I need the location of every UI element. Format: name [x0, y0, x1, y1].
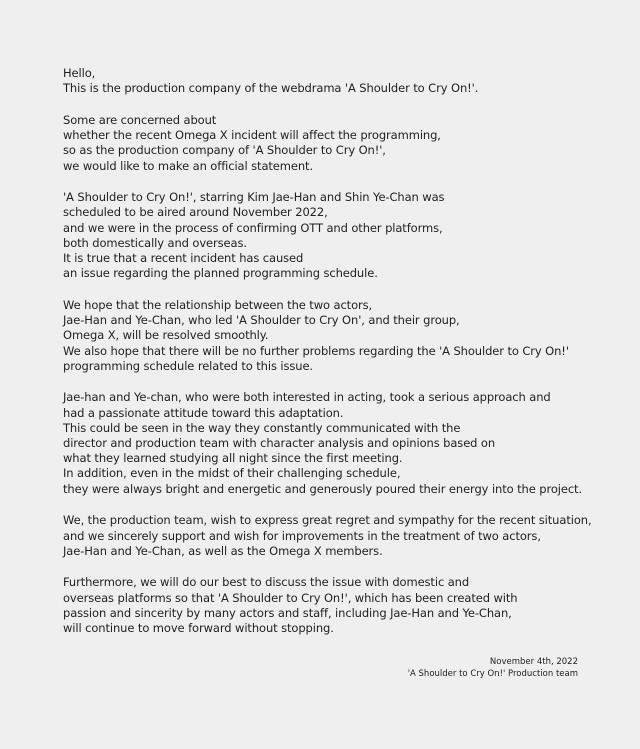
- text-line: so as the production company of 'A Shoulder to Cry On!',: [63, 143, 386, 158]
- signature-author: 'A Shoulder to Cry On!' Production team: [407, 668, 578, 679]
- text-line: It is true that a recent incident has caused: [63, 251, 304, 266]
- signature-block: [408, 657, 578, 680]
- text-line: passion and sincerity by many actors and staff, including Jae-Han and Ye-Chan,: [63, 605, 512, 620]
- text-line: This is the production company of the webdrama 'A Shoulder to Cry On!'.: [63, 81, 479, 96]
- text-line: had a passionate attitude toward this adaptation.: [63, 405, 344, 420]
- text-line: We also hope that there will be no further problems regarding the 'A Shoulder to Cry On!': [63, 343, 569, 358]
- paragraph-hope: [63, 298, 623, 374]
- text-line: they were always bright and energetic and generously poured their energy into the project.: [63, 481, 583, 496]
- text-line: This could be seen in the way they constantly communicated with the: [63, 420, 461, 435]
- text-line: whether the recent Omega X incident will affect the programming,: [63, 128, 441, 143]
- text-line: will continue to move forward without stopping.: [63, 621, 334, 636]
- text-line: Hello,: [63, 66, 96, 80]
- text-line: overseas platforms so that 'A Shoulder to Cry On!', which has been created with: [63, 590, 518, 605]
- paragraph-purpose: [63, 113, 623, 174]
- text-line: we would like to make an official statement.: [63, 158, 314, 173]
- text-line: and we sincerely support and wish for improvements in the treatment of two actors,: [63, 528, 541, 543]
- text-line: director and production team with character analysis and opinions based on: [63, 436, 496, 451]
- text-line: and we were in the process of confirming OTT and other platforms,: [63, 220, 443, 235]
- paragraph-schedule: [63, 190, 623, 281]
- text-line: Jae-Han and Ye-Chan, as well as the Omega X members.: [63, 543, 383, 558]
- text-line: scheduled to be aired around November 2022,: [63, 205, 328, 220]
- text-line: Some are concerned about: [63, 112, 217, 127]
- paragraph-future: [63, 575, 623, 636]
- paragraph-sympathy: [63, 513, 623, 559]
- text-line: Omega X, will be resolved smoothly.: [63, 328, 269, 343]
- text-line: We, the production team, wish to express great regret and sympathy for the recent situation,: [63, 513, 592, 528]
- paragraph-greeting: [63, 66, 623, 96]
- text-line: Jae-Han and Ye-Chan, who led 'A Shoulder to Cry On', and their group,: [63, 313, 460, 328]
- statement-body: [63, 66, 623, 653]
- text-line: We hope that the relationship between the two actors,: [63, 297, 373, 312]
- text-line: an issue regarding the planned programming schedule.: [63, 266, 378, 281]
- text-line: In addition, even in the midst of their challenging schedule,: [63, 466, 401, 481]
- text-line: what they learned studying all night since the first meeting.: [63, 451, 403, 466]
- text-line: programming schedule related to this issue.: [63, 358, 313, 373]
- text-line: both domestically and overseas.: [63, 235, 247, 250]
- text-line: Furthermore, we will do our best to discuss the issue with domestic and: [63, 575, 470, 590]
- paragraph-actors: [63, 390, 623, 496]
- signature-date: November 4th, 2022: [489, 657, 578, 667]
- text-line: Jae-han and Ye-chan, who were both interested in acting, took a serious approach and: [63, 390, 551, 405]
- text-line: 'A Shoulder to Cry On!', starring Kim Jae-Han and Shin Ye-Chan was: [63, 190, 445, 205]
